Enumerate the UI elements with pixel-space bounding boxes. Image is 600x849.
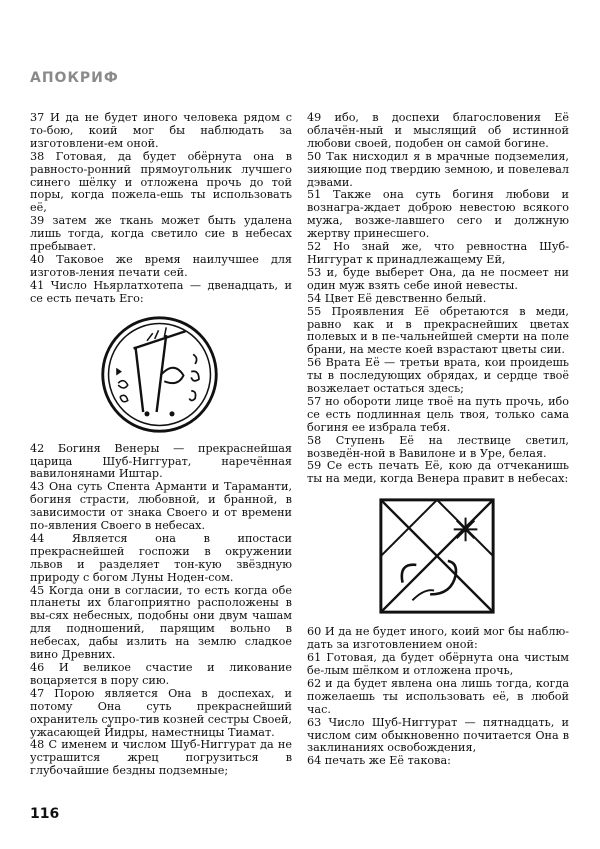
shub-niggurath-seal-image — [373, 492, 501, 620]
verse-46: 46 И великое счастие и ликование воцаряется в пору сию. — [30, 661, 292, 687]
verse-59: 59 Се есть печать Её, кою да отчеканишь ты на меди, когда Венера правит в небесах: — [307, 459, 569, 486]
verse-56: 56 Врата Её — третьи врата, кои проидешь ты в последующих обрядах, и сердце твоё возжелает остаться здесь; — [307, 356, 569, 396]
verse-61: 61 Готовая, да будет обёрнута она чистым бе-лым шёлком и отложена прочь, — [307, 651, 569, 677]
page-number: 116 — [30, 806, 60, 822]
right-column — [307, 112, 569, 768]
verse-57: 57 но обороти лице твоё на путь прочь, ибо се есть подлинная цель твоя, только сама богиня ее избрала тебя. — [307, 394, 569, 434]
verse-58: 58 Ступень Её на лествице светил, возведён-ной в Вавилоне и в Уре, белая. — [307, 433, 569, 460]
verse-45: 45 Когда они в согласии, то есть когда обе планеты их благоприятно расположены в вы-сях небесных, подобны они двум чашам для подношений, парящим вольно в небесах, дабы излить на землю сладкое вино Древних. — [30, 583, 292, 662]
verse-64: 64 печать же Её такова: — [307, 754, 451, 768]
verse-40: 40 Таковое же время наилучшее для изготов-ления печати сей. — [30, 252, 292, 279]
verse-41: 41 Число Ньярлатхотепа — двенадцать, и се есть печать Его: — [30, 278, 292, 305]
verse-44: 44 Является она в ипостаси прекраснейшей госпожи в окружении львов и разделяет тон-кую звёздную природу с богом Луны Ноден-сом. — [30, 531, 292, 584]
verse-43: 43 Она суть Спента Арманти и Тараманти, богиня страсти, любовной, и бранной, в зависимости от знака Своего и от времени по-явления Своего в небесах. — [30, 480, 292, 533]
left-column — [30, 112, 292, 778]
running-header: АПОКРИФ — [30, 70, 119, 86]
nyarlathotep-seal-image — [97, 312, 222, 437]
verse-37: 37 И да не будет иного человека рядом с то-бою, коий мог бы наблюдать за изготовлени-ем оной. — [30, 111, 292, 150]
verse-49: 49 ибо, в доспехи благословения Её облачён-ный и мыслящий об истинной любови своей, подобен он самой богине. — [307, 111, 569, 150]
verse-38: 38 Готовая, да будет обёрнута она в равносто-ронний прямоугольник лучшего синего шёлку и отложена прочь до той поры, когда пожела-ешь ты использовать её, — [30, 149, 292, 215]
verse-62: 62 и да будет явлена она лишь тогда, когда пожелаешь ты использовать её, в любой час. — [307, 676, 569, 716]
verse-47: 47 Порою является Она в доспехах, и потому Она суть прекраснейший охранитель супро-тив козней сестры Своей, ужасающей Йидры, наместницы Тиамат. — [30, 686, 292, 739]
verse-52: 52 Но знай же, что ревностна Шуб-Ниггурат к принадлежащему Ей, — [307, 240, 569, 266]
verse-60: 60 И да не будет иного, коий мог бы наблю-дать за изготовлением оной: — [307, 625, 569, 652]
verse-48: 48 С именем и числом Шуб-Ниггурат да не устрашится жрец погрузиться в глубочайшие бездны подземные; — [30, 738, 292, 778]
verse-51: 51 Также она суть богиня любови и вознагра-ждает доброю невестою всякого мужа, возже-лавшего сего и должную жертву принесшего. — [307, 188, 569, 241]
verse-54: 54 Цвет Её девственно белый. — [307, 291, 487, 305]
verse-53: 53 и, буде выберет Она, да не посмеет ни один муж взять себе иной невесты. — [307, 265, 569, 292]
verse-63: 63 Число Шуб-Ниггурат — пятнадцать, и числом сим обыкновенно почитается Она в заклинаниях освобождения, — [307, 715, 569, 755]
verse-42: 42 Богиня Венеры — прекраснейшая царица Шуб-Ниггурат, наречённая вавилонянами Иштар. — [30, 441, 292, 481]
verse-55: 55 Проявления Её обретаются в меди, равно как и в прекраснейших цветах полевых и в пе-чальнейшей смерти на поле брани, на месте коей взрастают цветы сии. — [307, 304, 569, 357]
verse-50: 50 Так нисходил я в мрачные подземелия, зияющие под твердию земною, и повелевал дэвами. — [307, 149, 569, 189]
verse-39: 39 затем же ткань может быть удалена лишь тогда, когда светило сие в небесах пребывает. — [30, 214, 292, 254]
